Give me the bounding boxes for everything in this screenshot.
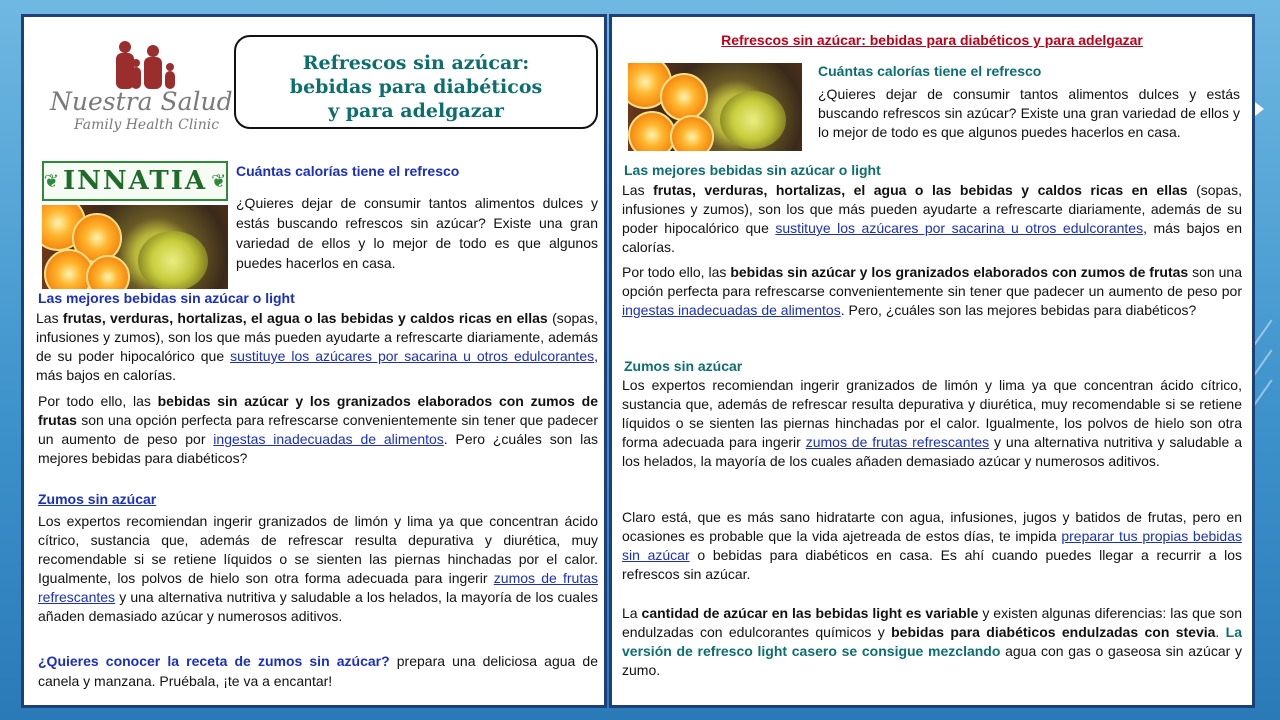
arrow-right-icon <box>1255 102 1264 116</box>
section-heading-zumos: Zumos sin azúcar <box>38 491 157 507</box>
paragraph-frutas: Las frutas, verduras, hortalizas, el agua o las bebidas y caldos ricas en ellas (sopas, infusiones y zumos), son los que más pueden ayudarte a refrescarte diariamente, además de su poder hipocalórico que sustituye los azúcares por sacarina u otros edulcorantes, más bajos en calorías. <box>36 310 598 383</box>
link-ingestas-inadecuadas[interactable]: ingestas inadecuadas de alimentos <box>213 431 444 447</box>
link-zumos-refrescantes[interactable]: zumos de frutas refrescantes <box>38 570 598 605</box>
paragraph-granizados: Por todo ello, las bebidas sin azúcar y los granizados elaborados con zumos de frutas son una opción perfecta para refrescarse convenientemente sin tener que padecer un aumento de peso por ingestas inadecuadas de alimentos. Pero, ¿cuáles son las mejores bebidas para diabéticos? <box>622 264 1242 318</box>
clinic-logo <box>44 37 233 137</box>
link-sustituye-azucares[interactable]: sustituye los azúcares por sacarina u otros edulcorantes <box>775 220 1144 236</box>
title-box <box>234 35 598 129</box>
link-preparar-bebidas[interactable]: preparar tus propias bebidas sin azúcar <box>622 528 1242 563</box>
paragraph-granizados: Por todo ello, las bebidas sin azúcar y los granizados elaborados con zumos de frutas son una opción perfecta para refrescarse convenientemente sin tener que padecer un aumento de peso por ingestas inadecuadas de alimentos. Pero ¿cuáles son las mejores bebidas para diabéticos? <box>38 393 599 466</box>
section-heading-mejores: Las mejores bebidas sin azúcar o light <box>624 162 881 178</box>
clinic-name: Nuestra Salud <box>50 87 233 116</box>
leaf-icon: ❦ <box>211 170 227 191</box>
section-heading-calorias: Cuántas calorías tiene el refresco <box>236 163 460 179</box>
paragraph-frutas: Las frutas, verduras, hortalizas, el agua o las bebidas y caldos ricas en ellas (sopas, infusiones y zumos), son los que más pueden ayudarte a refrescarte diariamente, además de su poder hipocalórico que sustituye los azúcares por sacarina u otros edulcorantes, más bajos en calorías. <box>622 182 1242 255</box>
section-heading-zumos: Zumos sin azúcar <box>624 358 743 374</box>
clinic-subtitle: Family Health Clinic <box>74 117 220 133</box>
left-page <box>21 14 607 708</box>
link-zumos-refrescantes[interactable]: zumos de frutas refrescantes <box>805 434 990 450</box>
page-title: Refrescos sin azúcar: bebidas para diabéticos y para adelgazar <box>721 32 1143 48</box>
section-heading-mejores: Las mejores bebidas sin azúcar o light <box>38 290 295 306</box>
juice-photo <box>628 63 802 151</box>
intro-paragraph: ¿Quieres dejar de consumir tantos alimentos dulces y estás buscando refrescos sin azúcar? Existe una gran variedad de ellos y lo mejor de todo es que algunos puedes hacerlos en casa. <box>818 86 1240 140</box>
title-line-3: y para adelgazar <box>328 100 504 122</box>
section-heading-calorias: Cuántas calorías tiene el refresco <box>818 63 1042 79</box>
link-sustituye-azucares[interactable]: sustituye los azúcares por sacarina u otros edulcorantes <box>230 348 595 364</box>
innatia-text: INNATIA <box>62 166 208 196</box>
paragraph-cantidad: La cantidad de azúcar en las bebidas light es variable y existen algunas diferencias: las que son endulzadas con edulcorantes químicos y bebidas para diabéticos endulzadas con stevia. La versión de refresco light casero se consigue mezclando agua con gas o gaseosa sin azúcar y zumo. <box>622 605 1243 678</box>
title-line-2: bebidas para diabéticos <box>289 76 543 98</box>
intro-paragraph: ¿Quieres dejar de consumir tantos alimentos dulces y estás buscando refrescos sin azúcar? Existe una gran variedad de ellos y lo mejor de todo es que algunos puedes hacerlos en casa. <box>236 195 598 271</box>
leaf-icon: ❦ <box>43 170 59 191</box>
paragraph-claro: Claro está, que es más sano hidratarte con agua, infusiones, jugos y batidos de frutas, pero en ocasiones es probable que la vida ajetreada de estos días, te impida preparar tus propias bebidas sin azúcar o bebidas para diabéticos en casa. Es ahí cuando puedes llegar a recurrir a los refrescos sin azúcar. <box>622 509 1242 582</box>
link-ingestas-inadecuadas[interactable]: ingestas inadecuadas de alimentos <box>622 302 841 318</box>
title-line-1: Refrescos sin azúcar: <box>302 52 530 74</box>
paragraph-expertos: Los expertos recomiendan ingerir granizados de limón y lima ya que concentran ácido cítrico, sustancia que, además de refrescar resulta depurativa y diurética, muy recomendable si se retiene líquidos o se sienten las piernas hinchadas por el calor. Igualmente, los polvos de hielo son otra forma adecuada para ingerir zumos de frutas refrescantes y una alternativa nutritiva y saludable a los helados, la mayoría de los cuales añaden demasiado azúcar y numerosos aditivos. <box>38 513 598 624</box>
paragraph-receta: ¿Quieres conocer la receta de zumos sin azúcar? prepara una deliciosa agua de canela y manzana. Pruébala, ¡te va a encantar! <box>38 653 598 689</box>
right-page <box>609 14 1255 708</box>
innatia-badge <box>42 161 228 201</box>
juice-photo <box>42 205 228 289</box>
paragraph-expertos: Los expertos recomiendan ingerir granizados de limón y lima ya que concentran ácido cítrico, sustancia que, además de refrescar resulta depurativa y diurética, muy recomendable si se retiene líquidos o se sienten las piernas hinchadas por el calor. Igualmente, los polvos de hielo son otra forma adecuada para ingerir zumos de frutas refrescantes y una alternativa nutritiva y saludable a los helados, la mayoría de los cuales añaden demasiado azúcar y numerosos aditivos. <box>622 377 1242 469</box>
